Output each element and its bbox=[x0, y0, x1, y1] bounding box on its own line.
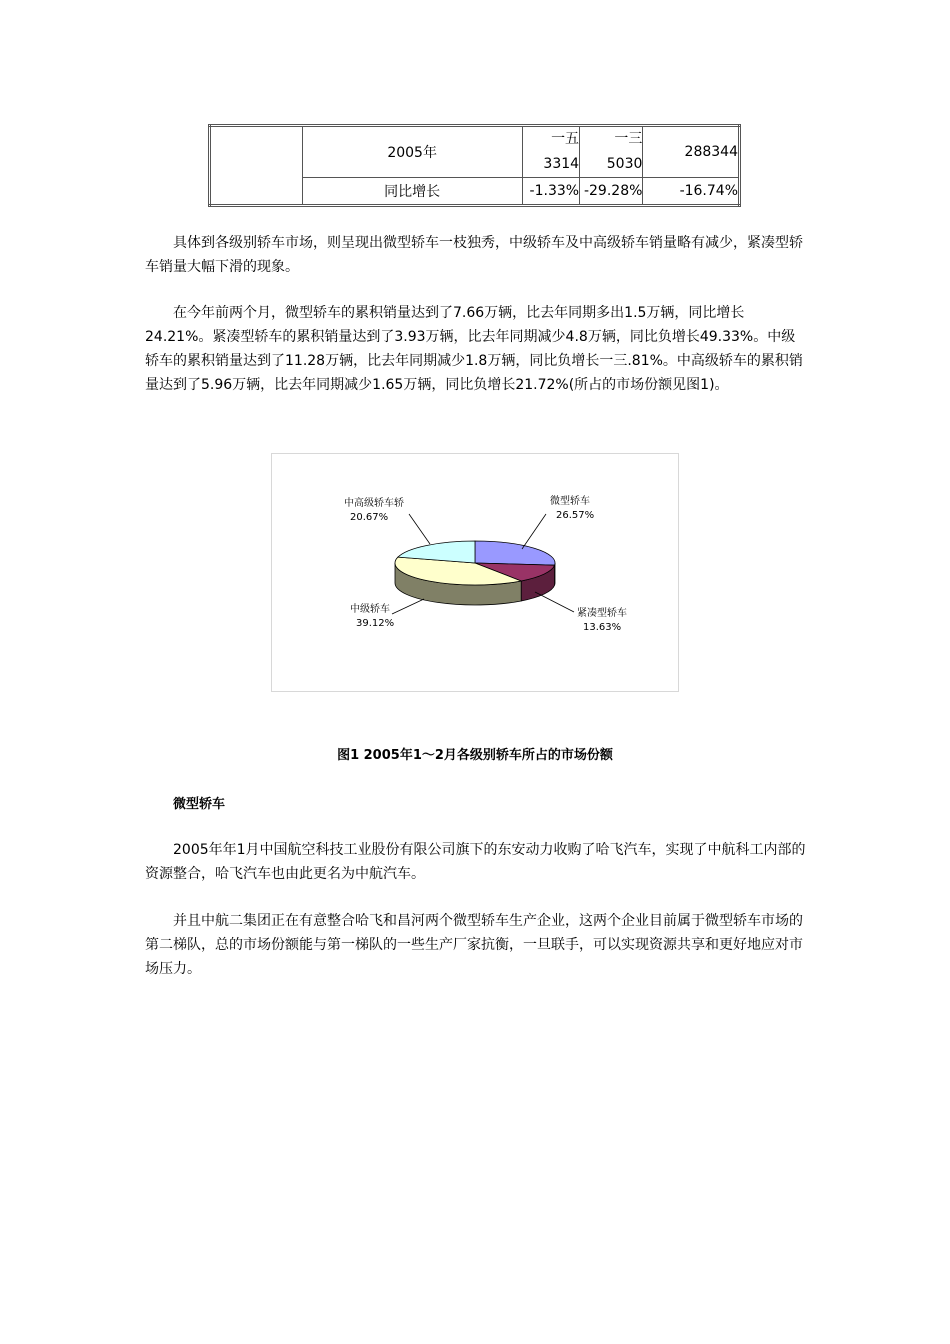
sales-table bbox=[208, 124, 741, 207]
cell-value-top: 一五 bbox=[551, 131, 580, 147]
cell-value-top: 一三 bbox=[614, 131, 643, 147]
pie-leader-line bbox=[392, 599, 424, 614]
pie-slice-微型轿车 bbox=[475, 541, 555, 565]
paragraph-sales-details: 在今年前两个月，微型轿车的累积销量达到了7.66万辆，比去年同期多出1.5万辆，同比增长24.21%。紧凑型轿车的累积销量达到了3.93万辆，比去年同期减少4.8万辆，同比负增长49.33%。中级轿车的累积销量达到了11.28万辆，比去年同期减少1.8万辆，同比负增长一三.81%。中高级轿车的累积销量达到了5.96万辆，比去年同期减少1.65万辆，同比负增长21.72%(所占的市场份额见图1)。 bbox=[145, 305, 803, 393]
pie-label-value: 20.67% bbox=[350, 512, 389, 523]
paragraph-integration: 并且中航二集团正在有意整合哈飞和昌河两个微型轿车生产企业，这两个企业目前属于微型轿车市场的第二梯队，总的市场份额能与第一梯队的一些生产厂家抗衡，一旦联手，可以实现资源共享和更好地应对市场压力。 bbox=[145, 913, 803, 977]
pie-label-value: 26.57% bbox=[556, 510, 595, 521]
pie-chart bbox=[272, 454, 678, 691]
pie-label-value: 39.12% bbox=[356, 618, 395, 629]
pie-leader-line bbox=[522, 514, 546, 549]
table-cell-growth-2: -29.28% bbox=[580, 178, 643, 206]
pie-leader-line bbox=[535, 592, 574, 612]
cell-value-bottom: 5030 bbox=[606, 156, 643, 172]
pie-chart-figure bbox=[271, 453, 679, 692]
table-cell-value-2 bbox=[580, 126, 643, 178]
table-cell-value-1 bbox=[522, 126, 579, 178]
table-cell-growth-3: -16.74% bbox=[643, 178, 740, 206]
pie-label-value: 13.63% bbox=[583, 622, 622, 633]
pie-label-name: 微型轿车 bbox=[550, 496, 590, 507]
table-cell-growth-label: 同比增长 bbox=[302, 178, 522, 206]
paragraph-acquisition: 2005年年1月中国航空科技工业股份有限公司旗下的东安动力收购了哈飞汽车，实现了中航科工内部的资源整合，哈飞汽车也由此更名为中航汽车。 bbox=[145, 842, 806, 882]
pie-label-name: 中高级轿车轿 bbox=[344, 498, 404, 509]
pie-label-name: 中级轿车 bbox=[350, 604, 390, 615]
table-cell-year: 2005年 bbox=[302, 126, 522, 178]
pie-label-name: 紧凑型轿车 bbox=[577, 608, 627, 619]
table-cell-value-3: 288344 bbox=[643, 126, 740, 178]
section-heading: 微型轿车 bbox=[173, 797, 226, 812]
table-row bbox=[210, 126, 740, 178]
paragraph-market-overview: 具体到各级别轿车市场，则呈现出微型轿车一枝独秀，中级轿车及中高级轿车销量略有减少，紧凑型轿车销量大幅下滑的现象。 bbox=[145, 235, 803, 275]
table-cell-growth-1: -1.33% bbox=[522, 178, 579, 206]
figure-caption: 图1 2005年1～2月各级别轿车所占的市场份额 bbox=[337, 748, 613, 763]
table-cell-empty bbox=[210, 126, 303, 206]
cell-value-bottom: 3314 bbox=[543, 156, 580, 172]
pie-leader-line bbox=[409, 514, 430, 544]
